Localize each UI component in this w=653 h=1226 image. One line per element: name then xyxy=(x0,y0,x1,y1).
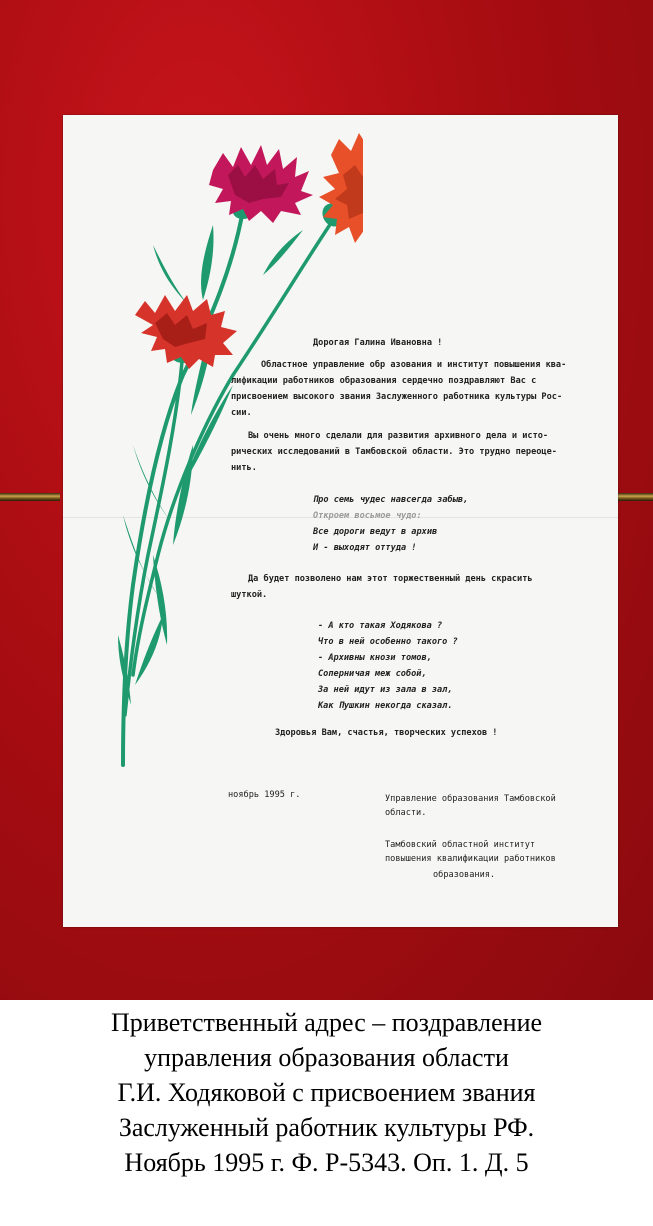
paragraph1-line2: лификации работников образования сердечно поздравляют Вас с xyxy=(231,376,537,386)
letter-date: ноябрь 1995 г. xyxy=(228,790,301,800)
verse1-line4: И - выходят оттуда ! xyxy=(313,543,417,553)
verse2-line3: - Архивны кнози томов, xyxy=(318,653,432,663)
caption-line4: Заслуженный работник культуры РФ. xyxy=(118,1113,535,1142)
paragraph1-line3: присвоением высокого звания Заслуженного работника культуры Рос- xyxy=(231,392,563,402)
paragraph1-line1: Областное управление обр азования и институт повышения ква- xyxy=(261,360,567,370)
sender2-line2: повышения квалификации работников xyxy=(385,854,556,864)
verse2-line5: За ней идут из зала в зал, xyxy=(318,685,453,695)
caption-line2: управления образования области xyxy=(144,1043,509,1072)
verse2-line6: Как Пушкин некогда сказал. xyxy=(318,701,453,711)
greeting-document xyxy=(63,115,618,927)
caption-line3: Г.И. Ходяковой с присвоением звания xyxy=(117,1078,536,1107)
wishes: Здоровья Вам, счастья, творческих успехов ! xyxy=(275,728,498,738)
sender1-line1: Управление образования Тамбовской xyxy=(385,794,556,804)
salutation: Дорогая Галина Ивановна ! xyxy=(313,338,443,348)
left-binding-clasp xyxy=(0,493,60,501)
verse1-line3: Все дороги ведут в архив xyxy=(313,527,438,537)
paragraph3-line2: шуткой. xyxy=(231,590,268,600)
verse2-line2: Что в ней особенно такого ? xyxy=(318,637,458,647)
verse2-line1: - А кто такая Ходякова ? xyxy=(318,621,443,631)
verse2-line4: Соперничая меж собой, xyxy=(318,669,427,679)
sender2-line1: Тамбовский областной институт xyxy=(385,840,536,850)
verse1-line2: Откроем восьмое чудо: xyxy=(313,511,422,521)
paragraph2-line1: Вы очень много сделали для развития архивного дела и истo- xyxy=(248,431,549,441)
caption-line5: Ноябрь 1995 г. Ф. Р-5343. Оп. 1. Д. 5 xyxy=(124,1148,529,1177)
right-binding-clasp xyxy=(618,493,653,501)
archive-caption xyxy=(0,1005,653,1180)
paragraph2-line3: нить. xyxy=(231,463,257,473)
paragraph1-line4: сии. xyxy=(231,408,252,418)
paragraph3-line1: Да будет позволено нам этот торжественный день скрасить xyxy=(248,574,533,584)
paragraph2-line2: рических исследований в Тамбовской области. Это трудно переоце- xyxy=(231,447,557,457)
sender1-line2: области. xyxy=(385,808,427,818)
verse1-line1: Про семь чудес навсегда забыв, xyxy=(313,495,469,505)
sender2-line3: образования. xyxy=(433,870,496,880)
caption-line1: Приветственный адрес – поздравление xyxy=(110,1008,543,1037)
